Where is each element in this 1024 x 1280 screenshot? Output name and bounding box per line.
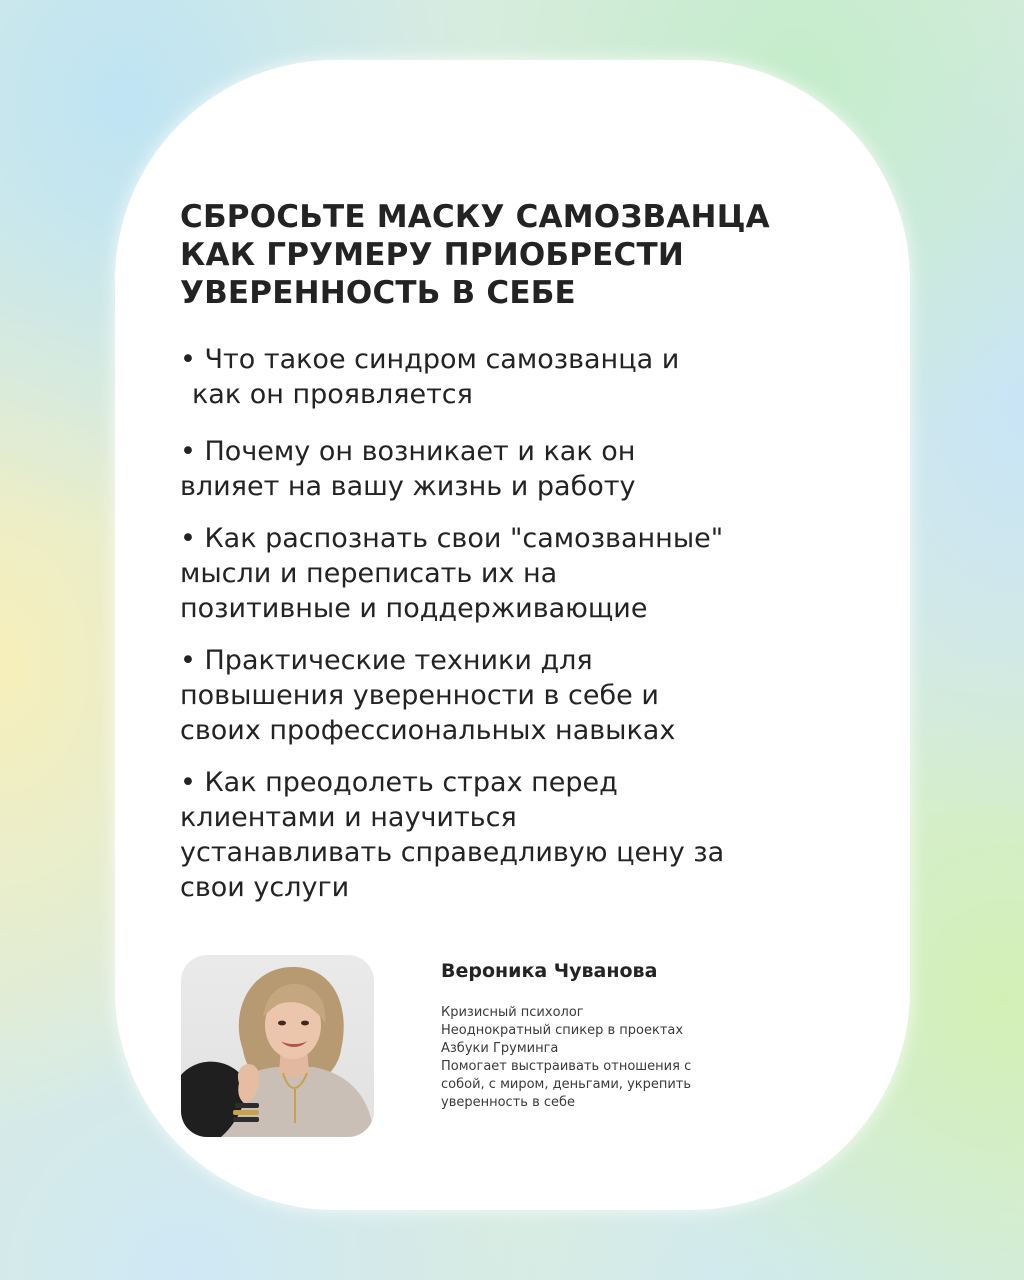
- topic-line: повышения уверенности в себе и: [180, 680, 659, 711]
- speaker-portrait-illustration: [181, 955, 374, 1137]
- topic-line: клиентами и научиться: [180, 802, 517, 833]
- topic-line: мысли и переписать их на: [180, 558, 558, 589]
- topic-line: • Как распознать свои "самозванные": [180, 523, 724, 554]
- topic-item: [180, 521, 840, 626]
- speaker-bio-line: уверенность в себе: [441, 1095, 576, 1110]
- speaker-bio: [441, 1004, 691, 1112]
- topic-line: свои услуги: [180, 872, 350, 903]
- topic-line: как он проявляется: [192, 379, 473, 410]
- topic-line: своих профессиональных навыках: [180, 715, 676, 746]
- topic-line: устанавливать справедливую цену за: [180, 837, 725, 868]
- topic-line: • Как преодолеть страх перед: [180, 767, 618, 798]
- speaker-bio-line: Помогает выстраивать отношения с: [441, 1059, 692, 1074]
- topic-line: влияет на вашу жизнь и работу: [180, 471, 636, 502]
- topic-line: • Почему он возникает и как он: [180, 436, 636, 467]
- speaker-bio-line: Азбуки Груминга: [441, 1041, 559, 1056]
- topic-line: • Что такое синдром самозванца и: [180, 344, 680, 375]
- title-line: СБРОСЬТЕ МАСКУ САМОЗВАНЦА: [180, 199, 770, 235]
- speaker-photo: [181, 955, 374, 1137]
- topic-line: • Практические техники для: [180, 645, 593, 676]
- title-line: КАК ГРУМЕРУ ПРИОБРЕСТИ: [180, 237, 685, 273]
- topic-item: [180, 765, 840, 905]
- speaker-bio-line: Неоднократный спикер в проектах: [441, 1023, 684, 1038]
- topic-line: позитивные и поддерживающие: [180, 593, 648, 624]
- topic-item: [180, 434, 840, 504]
- speaker-bio-line: Кризисный психолог: [441, 1005, 584, 1020]
- speaker-bio-line: собой, с миром, деньгами, укрепить: [441, 1077, 692, 1092]
- topic-list: [180, 342, 840, 922]
- topic-item: [180, 342, 840, 412]
- title: [180, 198, 860, 312]
- title-line: УВЕРЕННОСТЬ В СЕБЕ: [180, 275, 576, 311]
- speaker-name: Вероника Чуванова: [441, 960, 658, 982]
- topic-item: [180, 643, 840, 748]
